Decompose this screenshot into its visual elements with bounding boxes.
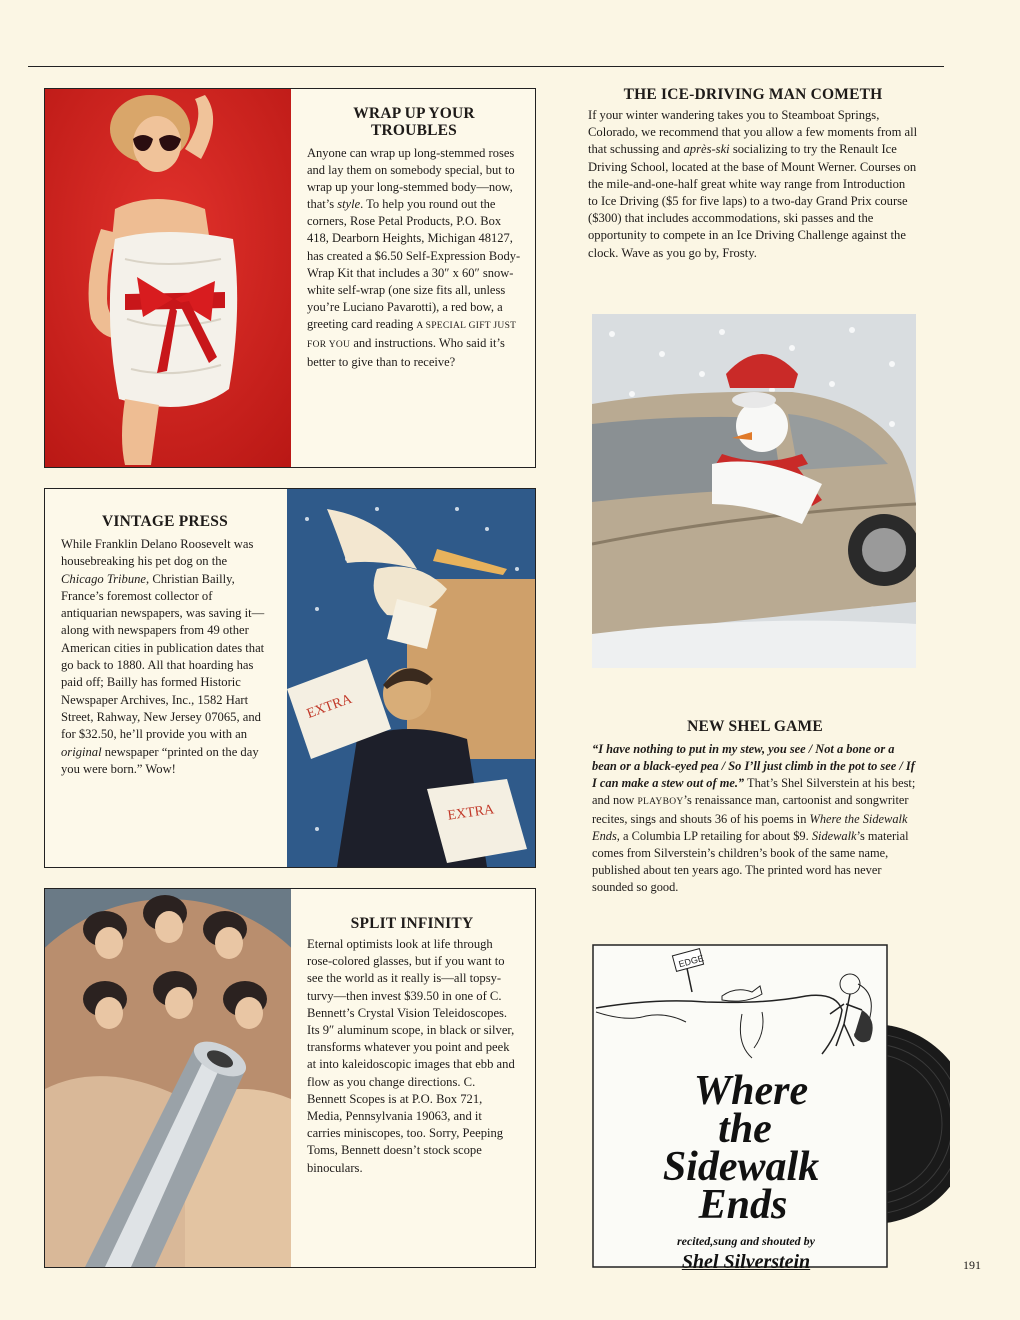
album-title-line3: Sidewalk	[662, 1144, 820, 1190]
wrap-body-smallcaps: A SPECIAL GIFT JUST FOR YOU	[307, 320, 517, 351]
ice-article	[588, 86, 918, 262]
vintage-illustration	[287, 489, 535, 867]
album-title-line4: Ends	[698, 1182, 788, 1228]
shel-body	[592, 741, 918, 896]
split-body: Eternal optimists look at life through rose-colored glasses, but if you want to see the world as it really is—all topsy-turvy—then invest $39.50 in one of C. Bennett’s Crystal Vision Teleidoscopes. Its 9″ aluminum scope, in black or silver, transforms whatever you point and peek at into kaleidoscopic images that ebb and flow as you change directions. C. Bennett Scopes is at P.O. Box 721, Media, Pennsylvania 19063, and it carries miniscopes, too. Sorry, Peeping Toms, Bennett doesn’t stock scope binoculars.	[307, 937, 515, 1175]
ice-title: THE ICE-DRIVING MAN COMETH	[623, 86, 883, 103]
wrap-body-part2: . To help you round out the corners, Rose Petal Products, P.O. Box 418, Dearborn Heights, Michigan 48127, has created a $6.50 Self-Expression Body-Wrap Kit that includes a 30″ x 60″ snow-white self-wrap (one size fits all, unless you’re Luciano Pavarotti), a red bow, a greeting card reading	[307, 197, 521, 331]
wrap-body-em: style	[337, 197, 361, 212]
vintage-body-part2: , Christian Bailly, France’s foremost collector of antiquarian newspapers, was saving it—along with newspapers from 49 other American cities in publication dates that go back to 1880. All that hoarding has paid off; Bailly has formed Historic Newspaper Archives, Inc., 1582 Hart Street, Rahway, New Jersey 07065, and for $32.50, he’ll provide you with an	[61, 571, 265, 742]
ice-body-em: après-ski	[683, 142, 730, 157]
album-title-line2: the	[718, 1106, 772, 1152]
vintage-extra-label-2: EXTRA	[446, 802, 496, 824]
ice-illustration	[592, 314, 916, 668]
shel-body-em1: Where the Sidewalk Ends	[592, 812, 908, 843]
split-article	[44, 888, 536, 1268]
shel-body-part2: ’s renaissance man, cartoonist and songwriter recites, sings and shouts 36 of his poems in	[592, 793, 909, 826]
wrap-title: WRAP UP YOUR TROUBLES	[353, 105, 475, 139]
album-sign-text: EDGE	[677, 953, 705, 970]
shel-body-smallcaps: PLAYBOY	[637, 797, 684, 807]
wrap-photo	[45, 89, 291, 467]
shel-quote: “I have nothing to put in my stew, you see / Not a bone or a bean or a black-eyed pea / So I’ll just climb in the pot to see / If I can make a stew out of me.”	[592, 742, 915, 790]
shel-title: NEW SHEL GAME	[687, 718, 823, 735]
wrap-body	[307, 145, 521, 371]
wrap-body-part3: and instructions. Who said it’s better to give than to receive?	[307, 336, 505, 370]
vintage-title: VINTAGE PRESS	[102, 513, 228, 530]
vintage-body-part1: While Franklin Delano Roosevelt was housebreaking his pet dog on the	[61, 537, 254, 569]
shel-article	[592, 718, 918, 896]
vintage-body-part3: newspaper “printed on the day you were born.” Wow!	[61, 744, 259, 776]
vintage-body-em1: Chicago Tribune	[61, 571, 147, 586]
shel-body-part4: ’s material comes from Silverstein’s children’s book of the same name, published about ten years ago. The printed word has never sounded so good.	[592, 829, 909, 894]
vintage-article	[44, 488, 536, 868]
album-subtitle: recited,sung and shouted by	[676, 1234, 815, 1248]
album-cover	[592, 944, 950, 1270]
ice-body	[588, 107, 918, 262]
vintage-body	[61, 536, 269, 778]
page-number: 191	[963, 1258, 981, 1272]
album-title-line1: Where	[693, 1068, 809, 1114]
ice-body-part2: socializing to try the Renault Ice Driving School, located at the base of Mount Werner. Courses on the mile-and-one-half great white way range from Introduction to Ice Driving ($5 for five laps) to a two-day Grand Prix course ($300) that includes accommodations, ski passes and the opportunity to compete in an Ice Driving Challenge against the clock. Wave as you go by, Frosty.	[588, 142, 917, 260]
vintage-extra-label-1: EXTRA	[304, 691, 354, 722]
split-photo	[45, 889, 291, 1267]
split-title: SPLIT INFINITY	[350, 915, 474, 932]
shel-body-part1: That’s Shel Silverstein at his best; and now	[592, 776, 916, 807]
wrap-article	[44, 88, 536, 468]
ice-body-part1: If your winter wandering takes you to Steamboat Springs, Colorado, we recommend that you allow a few moments from all that schussing and	[588, 108, 918, 157]
top-rule	[28, 66, 944, 67]
vintage-body-em2: original	[61, 744, 102, 759]
shel-body-part3: , a Columbia LP retailing for about $9.	[616, 829, 812, 843]
album-artist: Shel Silverstein	[681, 1251, 811, 1270]
wrap-body-part1: Anyone can wrap up long-stemmed roses and lay them on somebody special, but to wrap up your long-stemmed body—now, that’s	[307, 146, 515, 212]
shel-body-em2: Sidewalk	[811, 829, 857, 843]
